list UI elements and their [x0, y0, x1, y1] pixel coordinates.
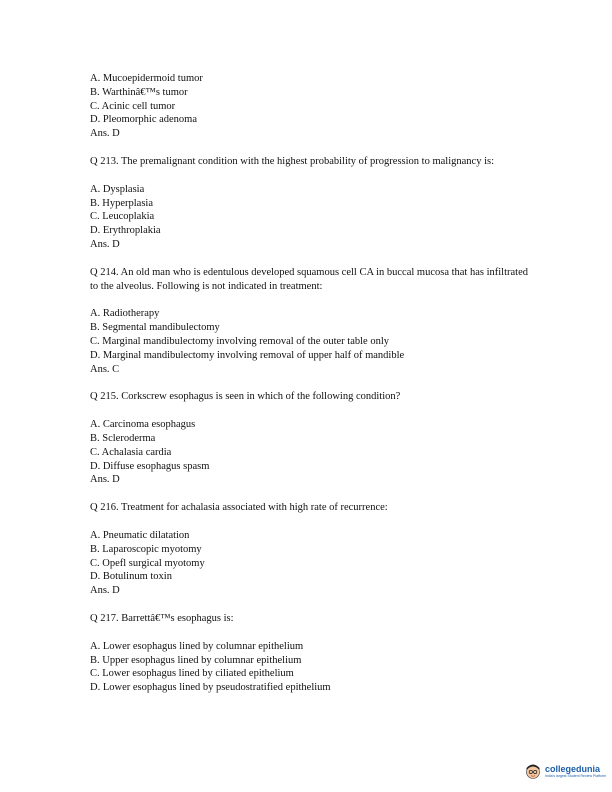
question-217: [90, 612, 530, 695]
answer: Ans. D: [90, 238, 120, 250]
document-page: [90, 72, 530, 695]
question-text: Q 214. An old man who is edentulous developed squamous cell CA in buccal mucosa that has infiltrated to the alveolus. Following is not indicated in treatment:: [90, 266, 529, 292]
option-d: D. Pleomorphic adenoma: [90, 114, 198, 126]
question-213: [90, 155, 530, 252]
logo-text-block: [545, 764, 606, 778]
answer: Ans. D: [90, 474, 120, 486]
question-216: [90, 501, 530, 598]
option-d: D. Diffuse esophagus spasm: [90, 460, 210, 472]
option-c: C. Acinic cell tumor: [90, 100, 176, 112]
answer: Ans. D: [90, 128, 120, 140]
question-214: [90, 266, 530, 377]
question-text: Q 217. Barrettâ€™s esophagus is:: [90, 612, 234, 624]
option-b: B. Hyperplasia: [90, 197, 153, 209]
option-b: B. Warthinâ€™s tumor: [90, 86, 188, 98]
question-text: Q 215. Corkscrew esophagus is seen in which of the following condition?: [90, 391, 401, 403]
option-d: D. Erythroplakia: [90, 225, 161, 237]
option-c: C. Lower esophagus lined by ciliated epithelium: [90, 668, 294, 680]
collegedunia-logo: [524, 762, 606, 780]
option-b: B. Segmental mandibulectomy: [90, 322, 220, 334]
option-b: B. Scleroderma: [90, 432, 156, 444]
question-215: [90, 390, 530, 487]
option-a: A. Pneumatic dilatation: [90, 529, 190, 541]
option-c: C. Opefl surgical myotomy: [90, 557, 205, 569]
previous-question-options: [90, 72, 530, 141]
answer: Ans. D: [90, 585, 120, 597]
option-c: C. Marginal mandibulectomy involving removal of the outer table only: [90, 335, 389, 347]
option-a: A. Lower esophagus lined by columnar epithelium: [90, 640, 304, 652]
mascot-icon: [524, 762, 542, 780]
option-a: A. Carcinoma esophagus: [90, 419, 196, 431]
option-c: C. Leucoplakia: [90, 211, 155, 223]
option-d: D. Marginal mandibulectomy involving removal of upper half of mandible: [90, 349, 405, 361]
option-a: A. Radiotherapy: [90, 308, 160, 320]
option-d: D. Botulinum toxin: [90, 571, 172, 583]
option-b: B. Upper esophagus lined by columnar epithelium: [90, 654, 302, 666]
option-a: A. Mucoepidermoid tumor: [90, 73, 203, 84]
logo-tagline: India's largest Student Review Platform: [545, 774, 606, 778]
question-text: Q 213. The premalignant condition with the highest probability of progression to malignancy is:: [90, 155, 494, 167]
logo-name: collegedunia: [545, 764, 601, 774]
option-d: D. Lower esophagus lined by pseudostratified epithelium: [90, 682, 331, 694]
option-c: C. Achalasia cardia: [90, 446, 172, 458]
answer: Ans. C: [90, 363, 120, 375]
option-b: B. Laparoscopic myotomy: [90, 543, 202, 555]
question-text: Q 216. Treatment for achalasia associated with high rate of recurrence:: [90, 502, 388, 514]
option-a: A. Dysplasia: [90, 183, 145, 195]
